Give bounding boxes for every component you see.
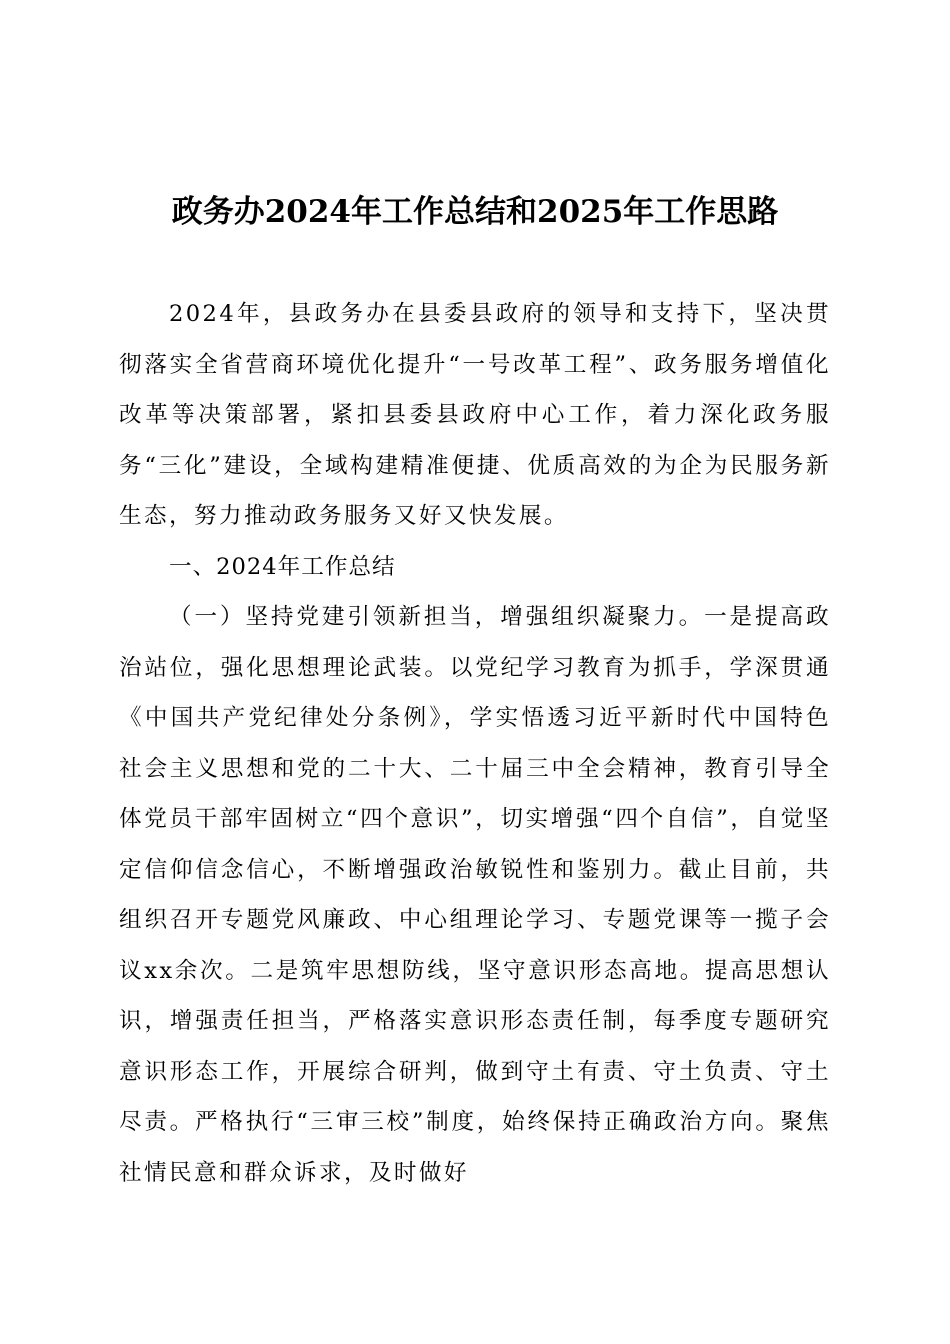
section-heading: 一、2024年工作总结: [169, 553, 396, 580]
intro-paragraph: 2024年，县政务办在县委县政府的领导和支持下，坚决贯彻落实全省营商环境优化提升“一号改革工程”、政务服务增值化改革等决策部署，紧扣县委县政府中心工作，着力深化政务服务“三化”建设，全域构建精准便捷、优质高效的为企为民服务新生态，努力推动政务服务又好又快发展。: [119, 301, 831, 529]
section-paragraph: （一）坚持党建引领新担当，增强组织凝聚力。一是提高政治站位，强化思想理论武装。以党纪学习教育为抓手，学深贯通《中国共产党纪律处分条例》，学实悟透习近平新时代中国特色社会主义思想和党的二十大、二十届三中全会精神，教育引导全体党员干部牢固树立“四个意识”，切实增强“四个自信”，自觉坚定信仰信念信心，不断增强政治敏锐性和鉴别力。截止目前，共组织召开专题党风廉政、中心组理论学习、专题党课等一揽子会议xx余次。二是筑牢思想防线，坚守意识形态高地。提高思想认识，增强责任担当，严格落实意识形态责任制，每季度专题研究意识形态工作，开展综合研判，做到守土有责、守土负责、守土尽责。严格执行“三审三校”制度，始终保持正确政治方向。聚焦社情民意和群众诉求，及时做好: [119, 604, 831, 1186]
document-body: [119, 289, 831, 1198]
document-title: 政务办2024年工作总结和2025年工作思路: [171, 194, 779, 230]
